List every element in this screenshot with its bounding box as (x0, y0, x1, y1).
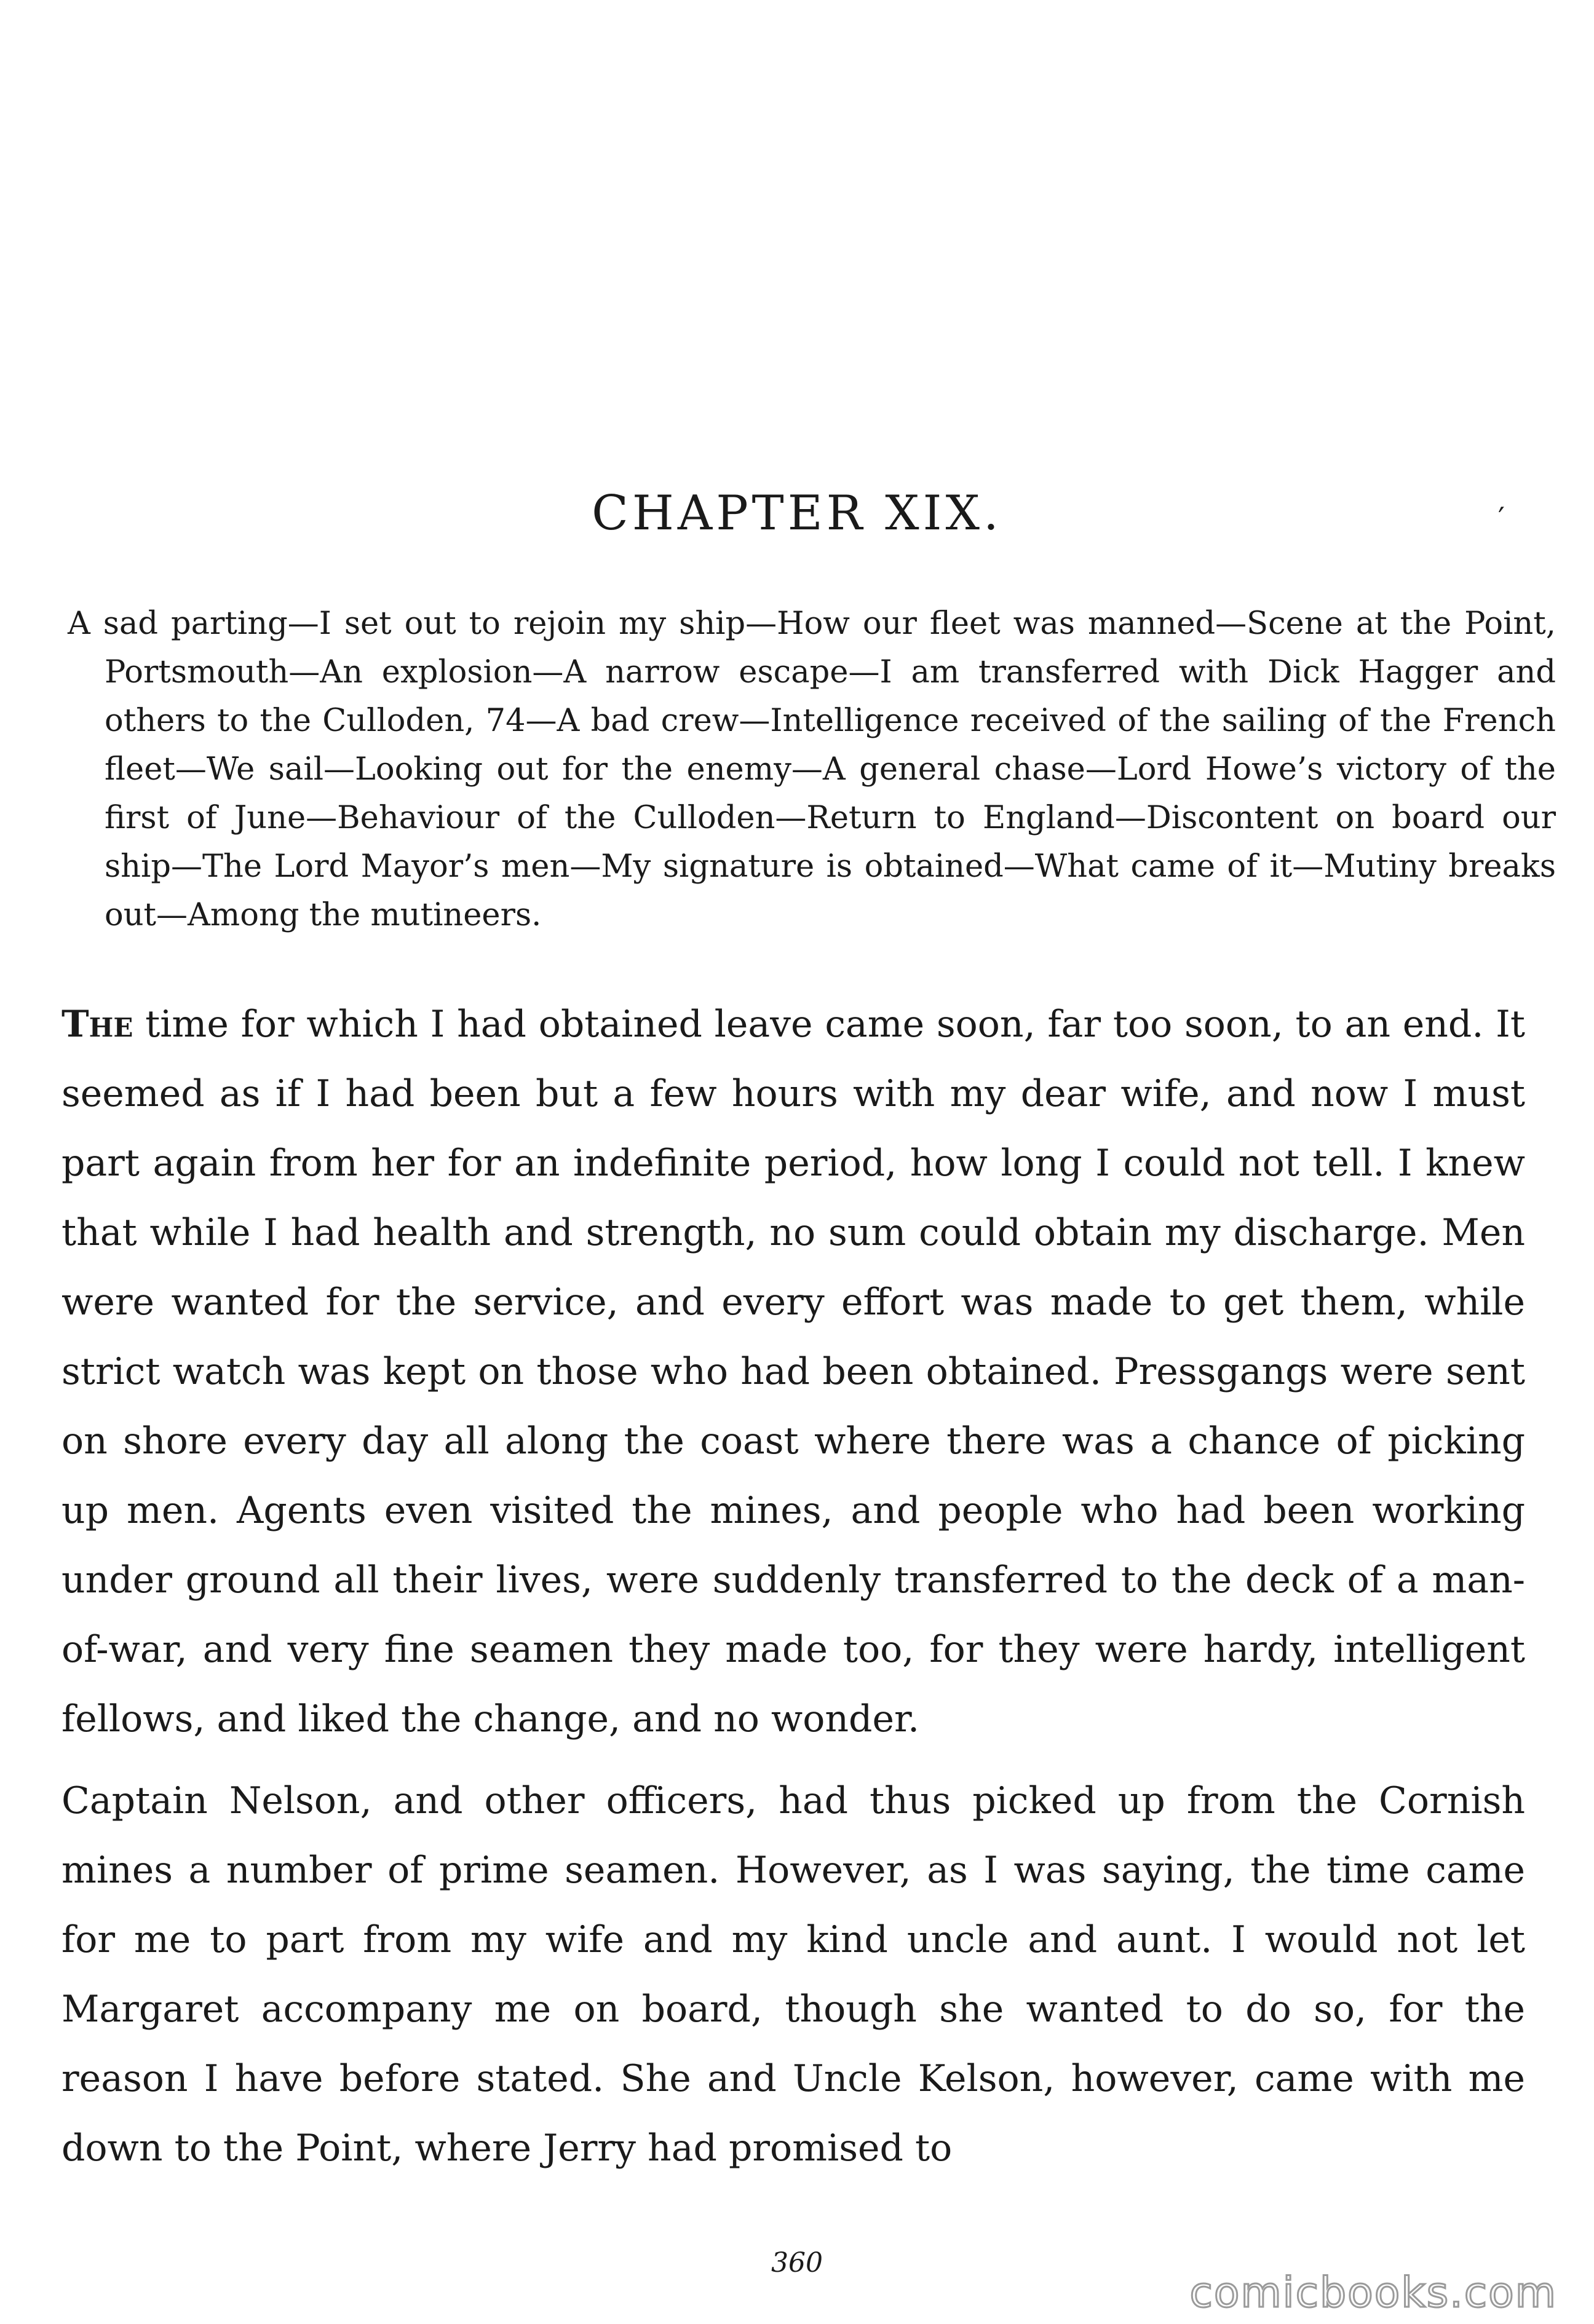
stray-mark: ′ (1498, 501, 1505, 536)
paragraph-2: Captain Nelson, and other officers, had thus picked up from the Cornish mines a number of prime seamen. However, as I was saying, the time came for me to part from my wife and my kind uncle and aunt. I would not let Margaret accompany me on board, though she wanted to do so, for the reason I have before stated. She and Uncle Kelson, however, came with me down to the Point, where Jerry had promised to (61, 1779, 1525, 2170)
paragraph-lead-word: The (61, 1003, 133, 1046)
page-number: 360 (771, 2247, 823, 2279)
paragraph-1 (61, 990, 1525, 1754)
chapter-body (61, 990, 1525, 2183)
chapter-summary: A sad parting—I set out to rejoin my ship—How our fleet was manned—Scene at the Point, Portsmouth—An explosion—A narrow escape—I am transferred with Dick Hagger and others to the Culloden, 74—A bad crew—Intelligence received of the sailing of the French fleet—We sail—Looking out for the enemy—A general chase—Lord Howe’s victory of the first of June—Behaviour of the Culloden—Return to England—Discontent on board our ship—The Lord Mayor’s men—My signature is obtained—What came of it—Mutiny breaks out—Among the mutineers. (68, 606, 1556, 933)
watermark-logo: comicbooks.com (1189, 2269, 1557, 2317)
chapter-title: CHAPTER XIX. (592, 486, 1002, 541)
paragraph-1-text: time for which I had obtained leave came soon, far too soon, to an end. It seemed as if I had been but a few hours with my dear wife, and now I must part again from her for an indefinite period, how long I could not tell. I knew that while I had health and strength, no sum could obtain my discharge. Men were wanted for the service, and every effort was made to get them, while strict watch was kept on those who had been obtained. Pressgangs were sent on shore every day all along the coast where there was a chance of picking up men. Agents even visited the mines, and people who had been working under ground all their lives, were suddenly transferred to the deck of a man-of-war, and very fine seamen they made too, for they were hardy, intelligent fellows, and liked the change, and no wonder. (61, 1003, 1525, 1741)
